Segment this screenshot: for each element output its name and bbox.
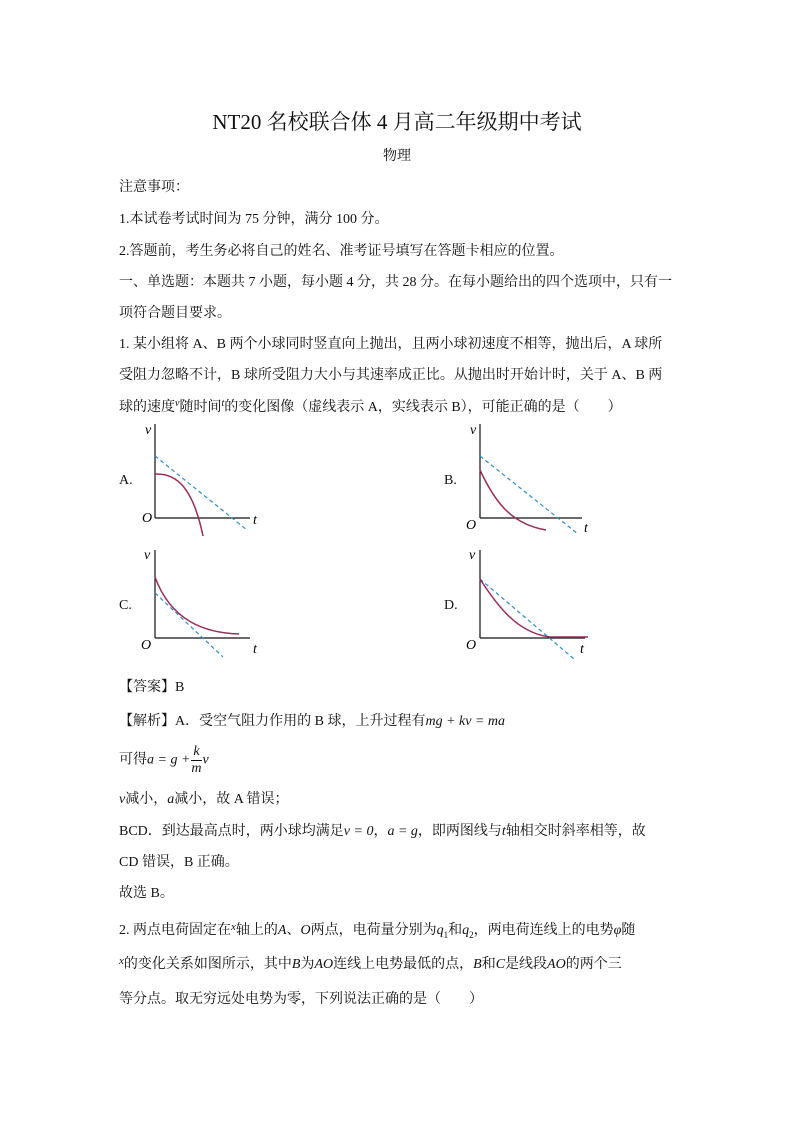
graph-b-origin: O (466, 518, 477, 533)
q2-text-12: 是线段 (505, 957, 548, 972)
q1-analysis-line-4 (119, 820, 646, 840)
graph-c-axis-v: v (144, 548, 151, 563)
q1-text-a: 球的速度 (119, 400, 175, 415)
question-1-line-1: 1. 某小组将 A、B 两个小球同时竖直向上抛出，且两小球初速度不相等，抛出后，A 球所 (119, 337, 663, 352)
q1-bcd-1: BCD．到达最高点时，两小球均满足 (119, 824, 344, 839)
graph-d-axis-t: t (580, 642, 584, 657)
q2-charge-1-sub: 1 (443, 929, 449, 940)
q1-bcd-eq1: v = 0 (343, 824, 374, 839)
q2-var-x-2: x (119, 955, 124, 967)
graph-a-axis-v: v (145, 423, 152, 438)
q2-point-b-2: B (473, 957, 482, 972)
graph-c-axis-t: t (253, 642, 257, 657)
option-b-label: B. (444, 473, 457, 488)
q1-analysis-line-5: CD 错误，B 正确。 (119, 855, 239, 870)
graph-option-d (460, 545, 595, 660)
q1-analysis-line-2 (119, 744, 209, 777)
q2-text-1: 2. 两点电荷固定在 (119, 923, 231, 938)
q2-text-4: 两点，电荷量分别为 (310, 923, 437, 938)
graph-d-solid-curve (480, 579, 588, 637)
question-1-line-2: 受阻力忽略不计，B 球所受阻力大小与其速率成正比。从抛出时开始计时，关于 A、B 两 (119, 368, 663, 383)
q2-text-6: ，两电荷连线上的电势 (473, 923, 614, 938)
q2-text-10: 连线上电势最低的点， (333, 957, 474, 972)
q2-text-11: 和 (481, 957, 496, 972)
notice-item-2: 2.答题前，考生务必将自己的姓名、准考证号填写在答题卡相应的位置。 (119, 244, 564, 259)
q1-text-va-2: 减小，故 A 错误； (174, 792, 289, 807)
q2-text-3: 、 (286, 923, 301, 938)
graph-b-axis-v: v (470, 423, 477, 438)
q2-point-o: O (300, 923, 311, 938)
graph-b-axis-t: t (584, 521, 588, 536)
section-1-line-1: 一、单选题：本题共 7 小题，每小题 4 分，共 28 分。在每小题给出的四个选项中，只有一 (119, 275, 672, 290)
q1-equation-1: mg + kv = ma (425, 714, 505, 729)
notice-item-1: 1.本试卷考试时间为 75 分钟，满分 100 分。 (119, 212, 389, 227)
q2-point-a: A (277, 923, 287, 938)
q1-fraction (191, 744, 201, 777)
q2-text-7: 随 (621, 923, 636, 938)
q2-text-8: 的变化关系如图所示，其中 (123, 957, 292, 972)
q2-charge-2: q (462, 923, 470, 938)
q2-var-x: x (231, 921, 236, 933)
subject-title: 物理 (383, 149, 411, 164)
question-2-line-2 (119, 953, 622, 973)
q1-text-c: 的变化图像（虚线表示 A，实线表示 B），可能正确的是（ ） (224, 400, 622, 415)
q2-text-5: 和 (448, 923, 463, 938)
q1-analysis-label: 【解析】 (119, 714, 175, 729)
option-d-label: D. (444, 598, 458, 613)
page-title: NT20 名校联合体 4 月高二年级期中考试 (212, 110, 582, 134)
graph-c-dashed-line (155, 593, 223, 657)
q1-answer: 【答案】B (119, 680, 185, 695)
q1-var-a: a (167, 792, 175, 807)
graph-option-c (135, 545, 270, 660)
q2-text-9: 为 (300, 957, 315, 972)
q2-charge-2-sub: 2 (469, 929, 474, 940)
q1-var-t: t (221, 398, 225, 409)
q2-point-b: B (291, 957, 301, 972)
q1-bcd-2: ，即两图线与 (417, 824, 502, 839)
graph-d-origin: O (466, 638, 477, 653)
question-2-line-3: 等分点。取无穷远处电势为零，下列说法正确的是（ ） (119, 992, 483, 1007)
q2-point-c: C (495, 957, 506, 972)
q2-segment-ao-2: AO (547, 957, 566, 972)
q1-bcd-3: 轴相交时斜率相等，故 (505, 824, 646, 839)
q1-fraction-num: k (193, 744, 200, 759)
graph-option-b (460, 418, 595, 540)
question-1-line-3 (119, 396, 622, 416)
q1-text-va-1: 减小， (125, 792, 168, 807)
q1-equation-2-right: v (202, 752, 209, 768)
q1-conclusion: 故选 B。 (119, 886, 174, 901)
q2-text-2: 轴上的 (235, 923, 278, 938)
graph-option-a (135, 418, 270, 540)
graph-a-origin: O (142, 511, 153, 526)
q2-segment-ao: AO (314, 957, 334, 972)
q1-bcd-sep: ， (373, 824, 388, 839)
q1-analysis-a: A．受空气阻力作用的 B 球，上升过程有 (175, 714, 426, 729)
q1-bcd-t: t (501, 824, 506, 839)
graph-d-dashed-line (480, 579, 574, 659)
q2-charge-1: q (436, 923, 444, 938)
q1-equation-2-left: a = g + (147, 752, 191, 768)
graph-b-dashed-line (480, 456, 578, 534)
option-a-label: A. (119, 473, 133, 488)
q2-text-13: 的两个三 (565, 957, 622, 972)
graph-d-axis-v: v (469, 548, 476, 563)
q1-var-v-2: v (119, 792, 126, 807)
graph-a-dashed-line (155, 456, 247, 530)
q1-analysis-line-1 (119, 710, 505, 730)
q1-derive-prefix: 可得 (119, 752, 147, 768)
q1-fraction-den: m (191, 761, 202, 776)
graph-c-origin: O (141, 638, 152, 653)
q1-text-b: 随时间 (179, 400, 222, 415)
option-c-label: C. (119, 598, 132, 613)
q1-var-v: v (175, 398, 180, 409)
q2-phi: φ (613, 923, 622, 938)
notice-heading: 注意事项： (119, 180, 189, 195)
q1-analysis-line-3 (119, 788, 289, 808)
section-1-line-2: 项符合题目要求。 (119, 306, 231, 321)
question-2-line-1 (119, 919, 635, 940)
graph-a-axis-t: t (253, 513, 257, 528)
q1-bcd-eq2: a = g (387, 824, 418, 839)
graph-a-solid-curve (155, 474, 203, 536)
